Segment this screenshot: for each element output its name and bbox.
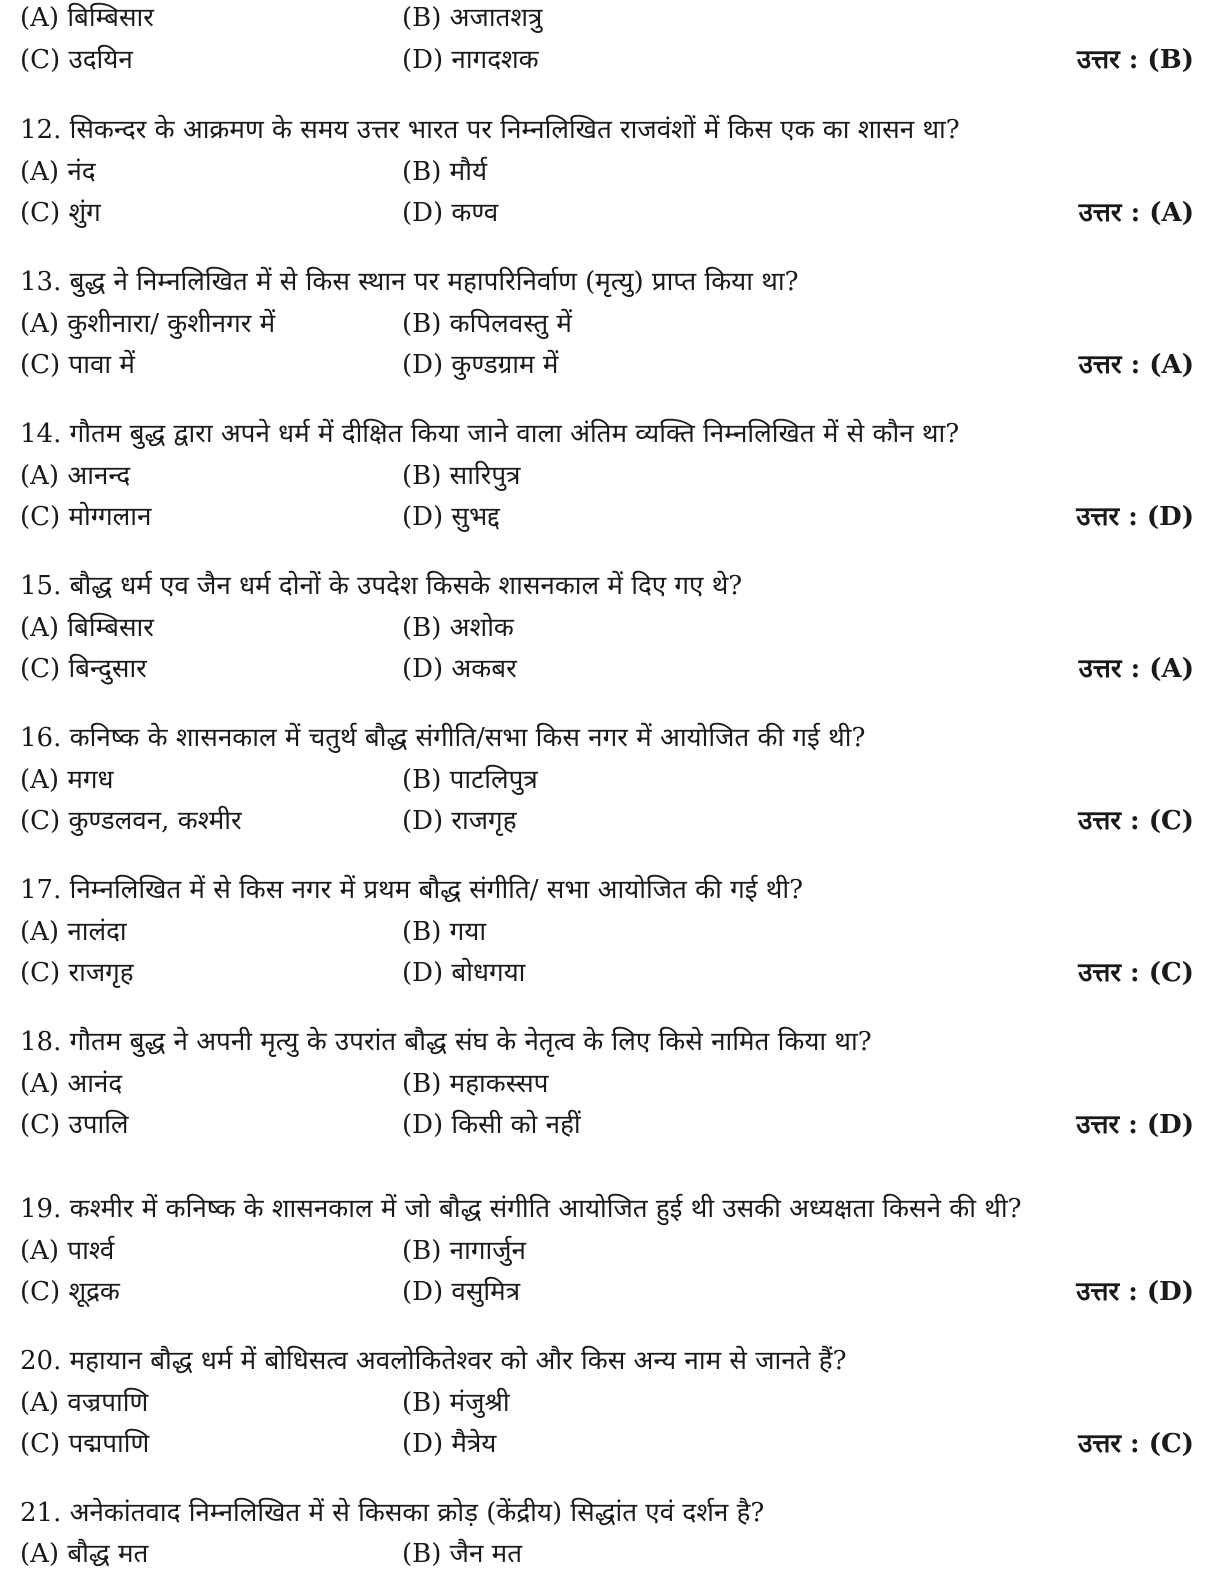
answer-label: उत्तर : (A) bbox=[1078, 350, 1194, 380]
option-b: (B) गया bbox=[402, 917, 487, 947]
option-b: (B) अशोक bbox=[402, 613, 514, 643]
option-d: (D) कण्व bbox=[402, 198, 499, 228]
question-text: 19. कश्मीर में कनिष्क के शासनकाल में जो बौद्ध संगीति आयोजित हुई थी उसकी अध्यक्षता किसने की थी? bbox=[20, 1194, 1022, 1224]
question-text: 17. निम्नलिखित में से किस नगर में प्रथम बौद्ध संगीति/ सभा आयोजित की गई थी? bbox=[20, 875, 804, 905]
answer-label: उत्तर : (A) bbox=[1078, 198, 1194, 228]
answer-label: उत्तर : (D) bbox=[1076, 1277, 1194, 1307]
option-a: (A) मगध bbox=[20, 765, 114, 795]
option-c: (C) पद्मपाणि bbox=[20, 1429, 150, 1459]
option-b: (B) मौर्य bbox=[402, 157, 488, 187]
question-text: 13. बुद्ध ने निम्नलिखित में से किस स्थान पर महापरिनिर्वाण (मृत्यु) प्राप्त किया था? bbox=[20, 267, 799, 297]
option-c: (C) उपालि bbox=[20, 1110, 129, 1140]
option-c: (C) शुंग bbox=[20, 198, 101, 228]
question-text: 16. कनिष्क के शासनकाल में चतुर्थ बौद्ध संगीति/सभा किस नगर में आयोजित की गई थी? bbox=[20, 723, 866, 753]
option-d: (D) वसुमित्र bbox=[402, 1277, 521, 1307]
question-text: 14. गौतम बुद्ध द्वारा अपने धर्म में दीक्षित किया जाने वाला अंतिम व्यक्ति निम्नलिखित में से कौन था? bbox=[20, 419, 960, 449]
option-d: (D) मैत्रेय bbox=[402, 1429, 497, 1459]
option-a: (A) बिम्बिसार bbox=[20, 613, 154, 643]
option-b: (B) जैन मत bbox=[402, 1539, 523, 1569]
option-a: (A) आनन्द bbox=[20, 461, 131, 491]
option-d: (D) नागदशक bbox=[402, 45, 539, 75]
option-c: (C) शूद्रक bbox=[20, 1277, 120, 1307]
option-a: (A) आनंद bbox=[20, 1069, 123, 1099]
option-a: (A) नालंदा bbox=[20, 917, 127, 947]
answer-label: उत्तर : (B) bbox=[1076, 45, 1194, 75]
option-c: (C) पावा में bbox=[20, 350, 135, 380]
option-b: (B) महाकस्सप bbox=[402, 1069, 549, 1099]
option-d: (D) राजगृह bbox=[402, 806, 517, 836]
answer-label: उत्तर : (C) bbox=[1078, 1429, 1194, 1459]
option-a: (A) बिम्बिसार bbox=[20, 3, 154, 33]
answer-label: उत्तर : (C) bbox=[1078, 806, 1194, 836]
option-a: (A) पार्श्व bbox=[20, 1236, 115, 1266]
answer-label: उत्तर : (D) bbox=[1076, 502, 1194, 532]
option-a: (A) नंद bbox=[20, 157, 96, 187]
question-text: 18. गौतम बुद्ध ने अपनी मृत्यु के उपरांत बौद्ध संघ के नेतृत्व के लिए किसे नामित किया था? bbox=[20, 1027, 872, 1057]
option-c: (C) बिन्दुसार bbox=[20, 654, 147, 684]
option-d: (D) अकबर bbox=[402, 654, 517, 684]
option-d: (D) कुण्डग्राम में bbox=[402, 350, 559, 380]
question-text: 15. बौद्ध धर्म एव जैन धर्म दोनों के उपदेश किसके शासनकाल में दिए गए थे? bbox=[20, 571, 743, 601]
answer-label: उत्तर : (D) bbox=[1076, 1110, 1194, 1140]
option-d: (D) सुभद्द bbox=[402, 502, 500, 532]
option-b: (B) मंजुश्री bbox=[402, 1388, 510, 1418]
option-c: (C) मोग्गलान bbox=[20, 502, 152, 532]
option-b: (B) सारिपुत्र bbox=[402, 461, 521, 491]
option-c: (C) कुण्डलवन, कश्मीर bbox=[20, 806, 242, 836]
option-d: (D) किसी को नहीं bbox=[402, 1110, 581, 1140]
option-a: (A) कुशीनारा/ कुशीनगर में bbox=[20, 309, 276, 339]
answer-label: उत्तर : (A) bbox=[1078, 654, 1194, 684]
option-c: (C) राजगृह bbox=[20, 958, 134, 988]
answer-label: उत्तर : (C) bbox=[1078, 958, 1194, 988]
question-text: 21. अनेकांतवाद निम्नलिखित में से किसका क्रोड़ (केंद्रीय) सिद्धांत एवं दर्शन है? bbox=[20, 1498, 765, 1528]
option-a: (A) बौद्ध मत bbox=[20, 1539, 149, 1569]
option-d: (D) बोधगया bbox=[402, 958, 526, 988]
option-c: (C) उदयिन bbox=[20, 45, 133, 75]
question-text: 12. सिकन्दर के आक्रमण के समय उत्तर भारत पर निम्नलिखित राजवंशों में किस एक का शासन था? bbox=[20, 115, 960, 145]
option-b: (B) पाटलिपुत्र bbox=[402, 765, 538, 795]
option-b: (B) अजातशत्रु bbox=[402, 3, 543, 33]
option-b: (B) कपिलवस्तु में bbox=[402, 309, 572, 339]
option-a: (A) वज्रपाणि bbox=[20, 1388, 149, 1418]
option-b: (B) नागार्जुन bbox=[402, 1236, 526, 1266]
question-text: 20. महायान बौद्ध धर्म में बोधिसत्व अवलोकितेश्वर को और किस अन्य नाम से जानते हैं? bbox=[20, 1346, 847, 1376]
